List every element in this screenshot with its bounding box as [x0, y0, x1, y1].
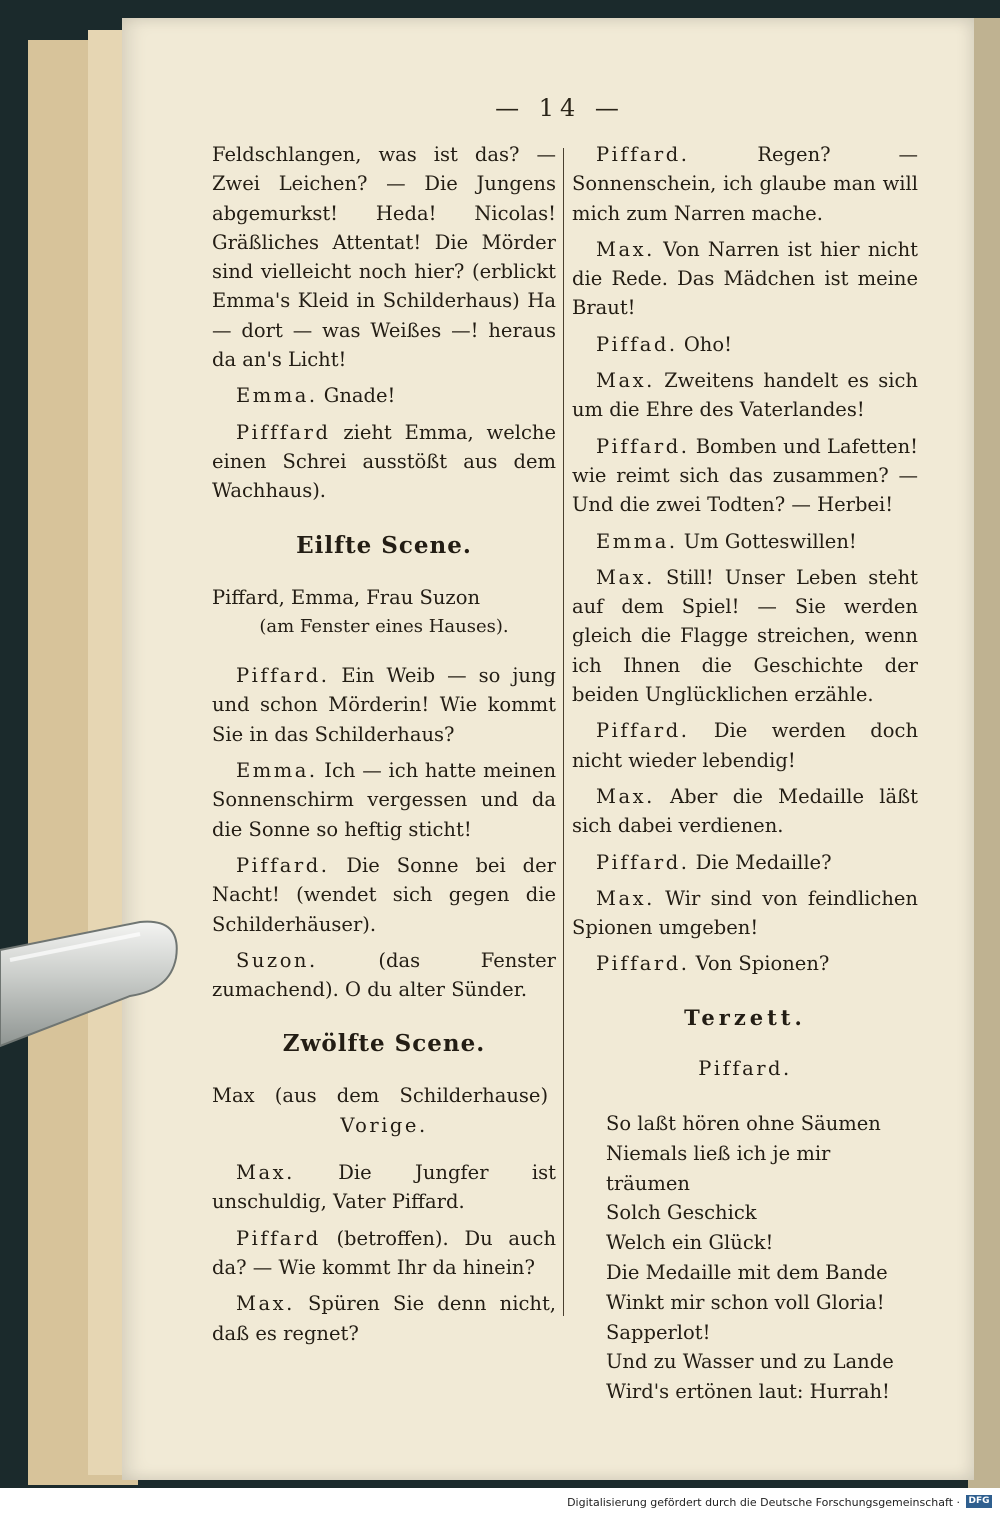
speaker-name: Emma. — [236, 759, 318, 783]
speaker-name: Max. — [236, 1161, 295, 1185]
verse-line: Die Medaille mit dem Bande — [606, 1261, 888, 1284]
line-text: Feldschlangen, was ist das? — Zwei Leichen? — Die Jungens abgemurkst! Heda! Nicolas! Gräßliches Attentat! Die Mörder sind vielleicht noch hier? (erblickt Emma's Kleid in Schilderhaus) Ha — dort — was Weißes —! heraus da an's Licht! — [212, 143, 556, 372]
verse-line: Welch ein Glück! — [606, 1231, 774, 1255]
speaker-name: Emma. — [236, 384, 318, 408]
speaker-name: Max. — [596, 369, 655, 393]
line-text: Gnade! — [323, 384, 396, 408]
speaker-name: Piffard. — [236, 853, 330, 877]
speaker-name: Piffard. — [596, 143, 690, 166]
line-text: Regen? — Sonnenschein, ich glaube man will mich zum Narren mache. — [572, 143, 918, 225]
line-text: Still! Unser Leben steht auf dem Spiel! — Sie werden gleich die Flagge streichen, wenn ich Ihnen die Geschichte der beiden Unglücklichen erzähle. — [572, 565, 918, 707]
footer-credit: Digitalisierung gefördert durch die Deutsche Forschungsgemeinschaft · — [567, 1496, 960, 1509]
line-text: Oho! — [683, 332, 732, 356]
speaker-name: Max. — [236, 1292, 295, 1316]
line-text: Die Jungfer ist unschuldig, Vater Piffard. — [212, 1161, 556, 1214]
cast-names: Piffard, Emma, Frau Suzon — [212, 585, 481, 609]
speaker-name: Max. — [596, 237, 655, 261]
page-number: — 14 — — [495, 94, 625, 122]
verse-line: Wird's ertönen laut: Hurrah! — [606, 1380, 890, 1404]
speaker-name: Max. — [596, 565, 655, 589]
line-text: Die Sonne bei der Nacht! (wendet sich gegen die Schilderhäuser). — [212, 853, 556, 936]
stage-direction: (am Fenster eines Hauses). — [259, 615, 509, 637]
line-text: Ich — ich hatte meinen Sonnenschirm vergessen und da die Sonne so heftig sticht! — [212, 759, 556, 841]
song-speaker: Piffard. — [698, 1056, 792, 1080]
speaker-name: Max. — [596, 886, 655, 910]
line-text: Um Gotteswillen! — [683, 529, 857, 553]
line-text: Von Spionen? — [695, 952, 830, 976]
line-text: Die werden doch nicht wieder lebendig! — [572, 719, 918, 772]
verse-line: Solch Geschick — [606, 1201, 757, 1225]
song-heading: Terzett. — [684, 1004, 806, 1030]
speaker-name: Suzon. — [236, 948, 318, 972]
dfg-logo: DFG — [966, 1495, 992, 1508]
scene-heading: Zwölfte Scene. — [282, 1030, 486, 1058]
speaker-name: Piffard. — [236, 664, 330, 688]
verse-line: Sapperlot! — [606, 1320, 711, 1344]
speaker-name: Piffad. — [596, 332, 678, 356]
line-text: (betroffen). Du auch da? — Wie kommt Ihr da hinein? — [212, 1226, 557, 1279]
line-text: Von Narren ist hier nicht die Rede. Das Mädchen ist meine Braut! — [572, 237, 918, 320]
scene-heading: Eilfte Scene. — [296, 531, 472, 559]
speaker-name: Pifffard — [236, 420, 331, 444]
speaker-name: Piffard — [236, 1226, 321, 1250]
line-text: Zweitens handelt es sich um die Ehre des Vaterlandes! — [572, 369, 918, 422]
speaker-name: Piffard. — [596, 719, 690, 743]
verse-line: Und zu Wasser und zu Lande — [606, 1350, 894, 1374]
verse-line: So laßt hören ohne Säumen — [606, 1112, 881, 1136]
verse-line: Winkt mir schon voll Gloria! — [606, 1290, 885, 1314]
cast-names: Max (aus dem Schilderhause) — [212, 1084, 549, 1108]
speaker-name: Max. — [596, 784, 655, 808]
line-text: Spüren Sie denn nicht, daß es regnet? — [212, 1292, 556, 1345]
stage-direction: Vorige. — [340, 1113, 428, 1137]
speaker-name: Piffard. — [596, 850, 690, 874]
line-text: (das Fenster zumachend). O du alter Sünder. — [212, 948, 556, 1002]
line-text: zieht Emma, welche einen Schrei ausstößt aus dem Wachhaus). — [212, 420, 556, 503]
line-text: Bomben und Lafetten! wie reimt sich das zusammen? — Und die zwei Todten? — Herbei! — [572, 434, 918, 517]
speaker-name: Emma. — [596, 529, 678, 553]
speaker-name: Piffard. — [596, 434, 690, 458]
digitization-footer — [0, 1488, 1000, 1514]
line-text: Aber die Medaille läßt sich dabei verdienen. — [572, 784, 918, 838]
verse-line: Niemals ließ ich je mir träumen — [606, 1141, 831, 1195]
line-text: Die Medaille? — [695, 850, 832, 874]
line-text: Wir sind von feindlichen Spionen umgeben! — [572, 886, 918, 940]
speaker-name: Piffard. — [596, 952, 690, 976]
line-text: Ein Weib — so jung und schon Mörderin! Wie kommt Sie in das Schilderhaus? — [212, 664, 557, 746]
